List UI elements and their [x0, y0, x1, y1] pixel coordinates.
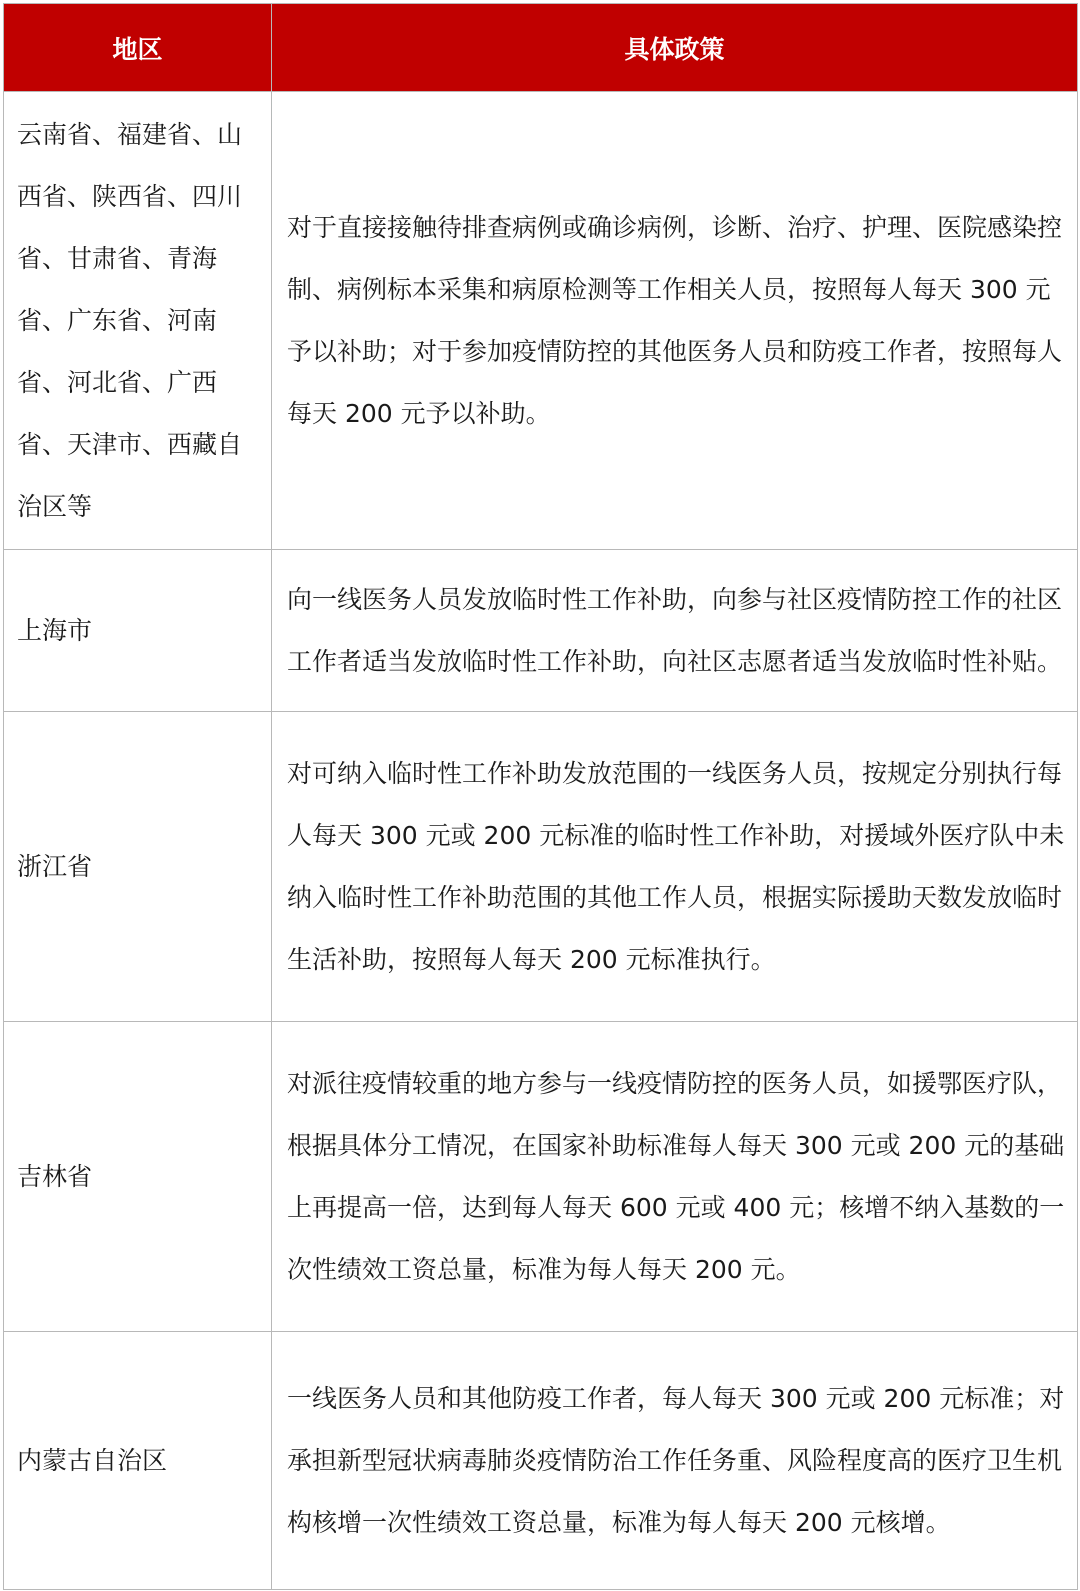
policy-cell [272, 1022, 1078, 1332]
table-header-row [4, 4, 1078, 92]
region-cell [4, 92, 272, 550]
header-region: 地区 [4, 4, 272, 92]
table-row [4, 1022, 1078, 1332]
region-cell [4, 712, 272, 1022]
region-text: 浙江省 [17, 851, 93, 881]
policy-text: 对可纳入临时性工作补助发放范围的一线医务人员，按规定分别执行每人每天 300 元或 200 元标准的临时性工作补助，对援域外医疗队中未纳入临时性工作补助范围的其他工作人员，根据实际援助天数发放临时生活补助，按照每人每天 200 元标准执行。 [287, 758, 1065, 974]
policy-text: 对派往疫情较重的地方参与一线疫情防控的医务人员，如援鄂医疗队，根据具体分工情况，在国家补助标准每人每天 300 元或 200 元的基础上再提高一倍，达到每人每天 600 元或 400 元；核增不纳入基数的一次性绩效工资总量，标准为每人每天 200 元。 [287, 1068, 1065, 1284]
policy-text: 一线医务人员和其他防疫工作者，每人每天 300 元或 200 元标准；对承担新型冠状病毒肺炎疫情防治工作任务重、风险程度高的医疗卫生机构核增一次性绩效工资总量，标准为每人每天 200 元核增。 [287, 1383, 1065, 1537]
region-text: 云南省、福建省、山西省、陕西省、四川省、甘肃省、青海省、广东省、河南省、河北省、广西省、天津市、西藏自治区等 [17, 119, 243, 521]
policy-table [3, 3, 1078, 1590]
region-text: 吉林省 [17, 1161, 93, 1191]
header-policy: 具体政策 [272, 4, 1078, 92]
region-text: 内蒙古自治区 [17, 1445, 168, 1475]
policy-cell [272, 550, 1078, 712]
table-row [4, 92, 1078, 550]
region-cell [4, 1022, 272, 1332]
policy-cell [272, 1332, 1078, 1590]
policy-text: 向一线医务人员发放临时性工作补助，向参与社区疫情防控工作的社区工作者适当发放临时性工作补助，向社区志愿者适当发放临时性补贴。 [287, 584, 1063, 676]
region-cell [4, 550, 272, 712]
region-text: 上海市 [17, 615, 93, 645]
table-row [4, 712, 1078, 1022]
table-row [4, 550, 1078, 712]
region-cell [4, 1332, 272, 1590]
policy-text: 对于直接接触待排查病例或确诊病例，诊断、治疗、护理、医院感染控制、病例标本采集和病原检测等工作相关人员，按照每人每天 300 元予以补助；对于参加疫情防控的其他医务人员和防疫工作者，按照每人每天 200 元予以补助。 [287, 212, 1063, 428]
policy-cell [272, 92, 1078, 550]
policy-cell [272, 712, 1078, 1022]
table-row [4, 1332, 1078, 1590]
